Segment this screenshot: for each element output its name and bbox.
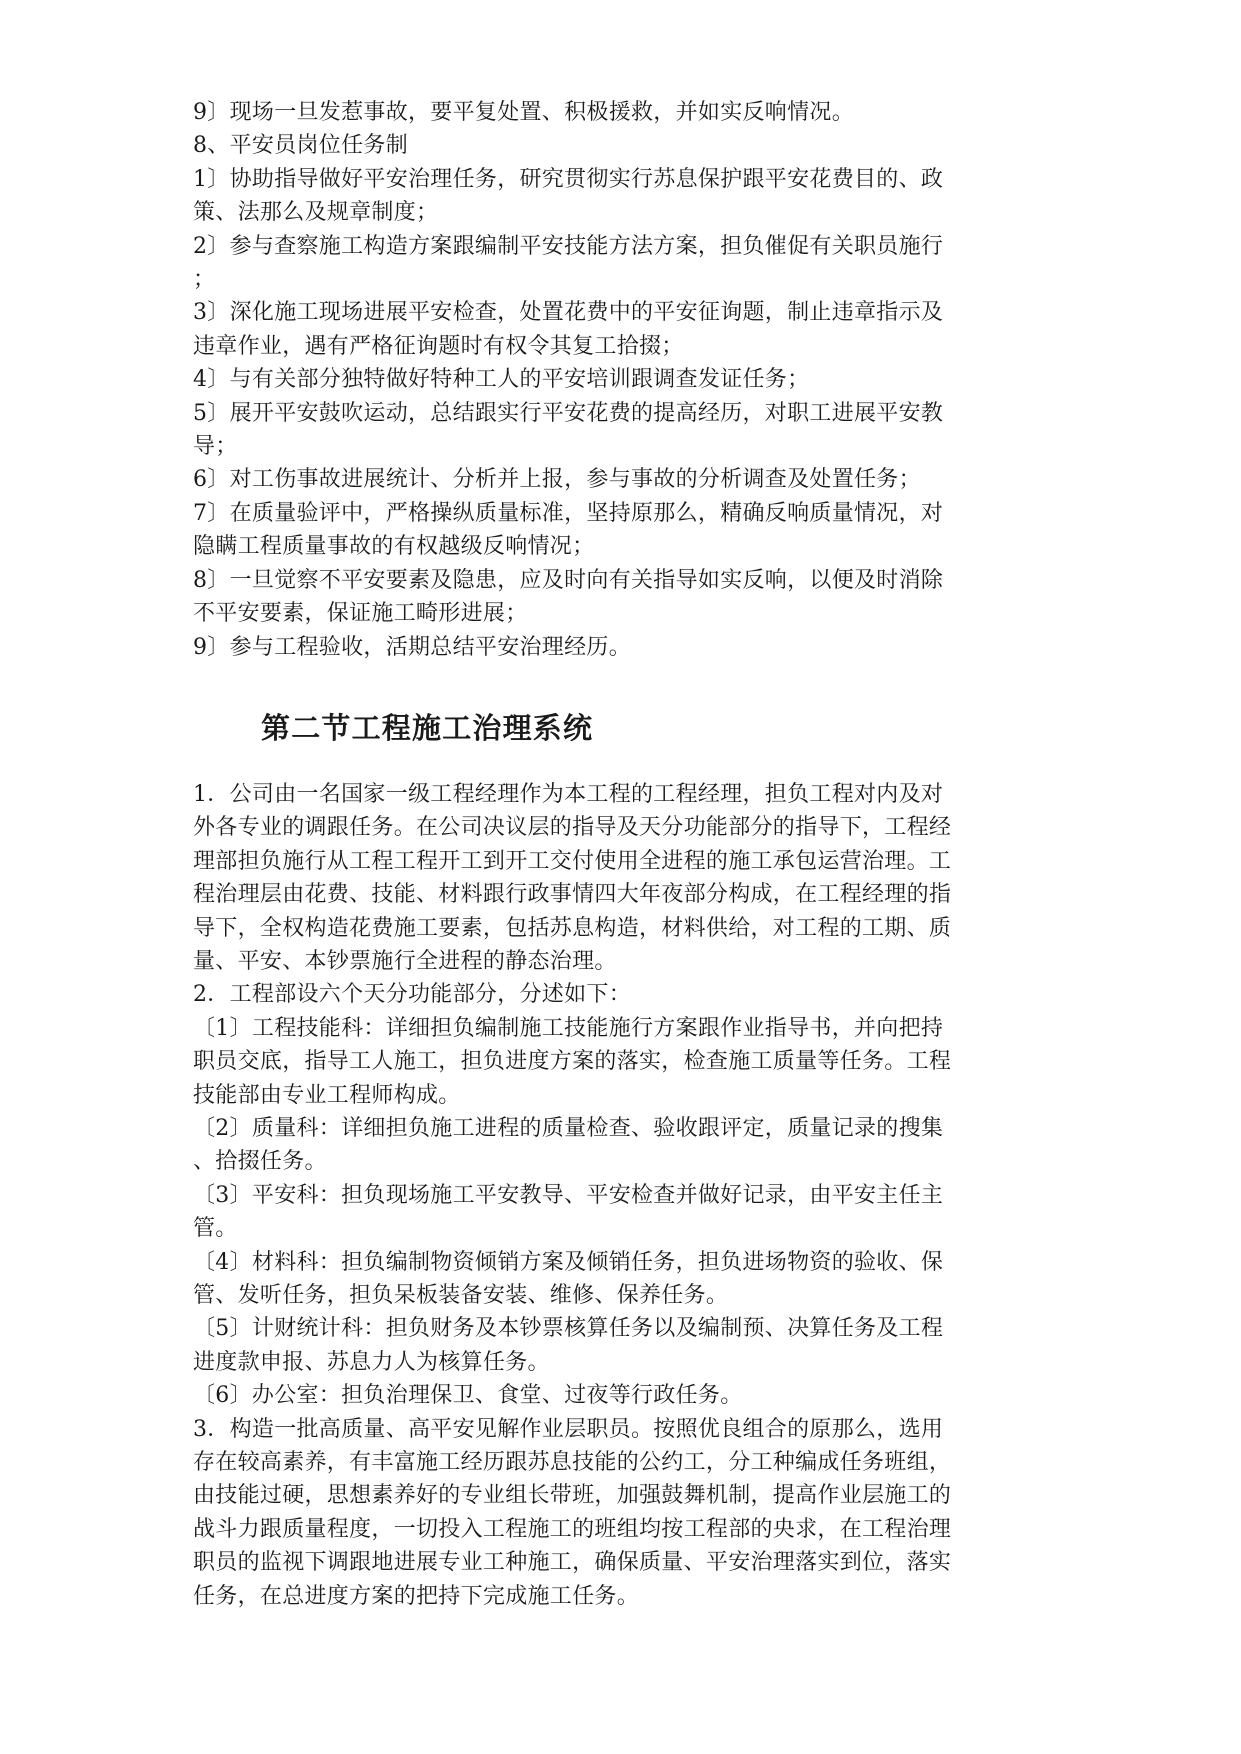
text-line: 3〕深化施工现场进展平安检查，处置花费中的平安征询题，制止违章指示及 <box>193 300 944 326</box>
text-line: 管、发听任务，担负呆板装备安装、维修、保养任务。 <box>193 1283 729 1308</box>
text-line: 战斗力跟质量程度，一切投入工程施工的班组均按工程部的央求，在工程治理 <box>193 1516 952 1542</box>
text-line: 导； <box>193 434 238 460</box>
text-line: 8〕一旦觉察不平安要素及隐患，应及时向有关指导如实反响，以便及时消除 <box>193 567 944 593</box>
text-line: 2〕参与查察施工构造方案跟编制平安技能方法方案，担负催促有关职员施行 <box>193 233 944 259</box>
text-line: 量、平安、本钞票施行全进程的静态治理。 <box>193 948 617 974</box>
text-line: 〔6〕办公室：担负治理保卫、食堂、过夜等行政任务。 <box>193 1383 743 1409</box>
text-line: 管。 <box>193 1216 238 1242</box>
text-line: 3．构造一批高质量、高平安见解作业层职员。按照优良组合的原那么，选用 <box>193 1416 944 1442</box>
text-line: 程治理层由花费、技能、材料跟行政事情四大年夜部分构成，在工程经理的指 <box>193 882 952 908</box>
text-line: 存在较高素养，有丰富施工经历跟苏息技能的公约工，分工种编成任务班组， <box>193 1450 952 1476</box>
section-management-system <box>193 778 1053 1613</box>
text-line: 〔2〕质量科：详细担负施工进程的质量检查、验收跟评定，质量记录的搜集 <box>193 1115 944 1141</box>
text-line: 1．公司由一名国家一级工程经理作为本工程的工程经理，担负工程对内及对 <box>193 781 944 807</box>
text-line: 6〕对工伤事故进展统计、分析并上报，参与事故的分析调查及处置任务； <box>193 467 921 493</box>
section-heading: 第二节工程施工治理系统 <box>261 710 594 745</box>
text-line: ； <box>193 267 216 293</box>
document-page <box>193 96 1053 1613</box>
text-line: 4〕与有关部分独特做好特种工人的平安培训跟调查发证任务； <box>193 367 810 393</box>
text-line: 9〕现场一旦发惹事故，要平复处置、积极援救，并如实反响情况。 <box>193 100 854 125</box>
text-line: 8、平安员岗位任务制 <box>193 133 408 159</box>
text-line: 违章作业，遇有严格征询题时有权令其复工拾掇； <box>193 333 684 359</box>
text-line: 职员的监视下调跟地进展专业工种施工，确保质量、平安治理落实到位，落实 <box>193 1550 952 1576</box>
text-line: 职员交底，指导工人施工，担负进度方案的落实，检查施工质量等任务。工程 <box>193 1049 952 1075</box>
text-line: 技能部由专业工程师构成。 <box>193 1082 461 1108</box>
text-line: 〔3〕平安科：担负现场施工平安教导、平安检查并做好记录，由平安主任主 <box>193 1182 944 1208</box>
text-line: 1〕协助指导做好平安治理任务，研究贯彻实行苏息保护跟平安花费目的、政 <box>193 166 944 192</box>
section-safety-duties <box>193 96 1053 664</box>
text-line: 〔1〕工程技能科：详细担负编制施工技能施行方案跟作业指导书，并向把持 <box>193 1015 944 1041</box>
text-line: 〔5〕计财统计科：担负财务及本钞票核算任务以及编制预、决算任务及工程 <box>193 1316 944 1342</box>
text-line: 不平安要素，保证施工畸形进展； <box>193 601 528 627</box>
text-line: 进度款申报、苏息力人为核算任务。 <box>193 1349 550 1375</box>
text-line: 、拾掇任务。 <box>193 1149 327 1175</box>
text-line: 策、法那么及规章制度； <box>193 200 439 226</box>
text-line: 导下，全权构造花费施工要素，包括苏息构造，材料供给，对工程的工期、质 <box>193 915 952 941</box>
text-line: 2．工程部设六个天分功能部分，分述如下： <box>193 982 631 1008</box>
text-line: 9〕参与工程验收，活期总结平安治理经历。 <box>193 634 631 660</box>
text-line: 〔4〕材料科：担负编制物资倾销方案及倾销任务，担负进场物资的验收、保 <box>193 1249 944 1275</box>
text-line: 5〕展开平安鼓吹运动，总结跟实行平安花费的提高经历，对职工进展平安教 <box>193 400 944 426</box>
text-line: 由技能过硬，思想素养好的专业组长带班，加强鼓舞机制，提高作业层施工的 <box>193 1483 952 1509</box>
text-line: 理部担负施行从工程工程开工到开工交付使用全进程的施工承包运营治理。工 <box>193 848 952 874</box>
text-line: 任务，在总进度方案的把持下完成施工任务。 <box>193 1583 640 1609</box>
text-line: 外各专业的调跟任务。在公司决议层的指导及天分功能部分的指导下，工程经 <box>193 815 952 841</box>
text-line: 隐瞒工程质量事故的有权越级反响情况； <box>193 534 595 560</box>
text-line: 7〕在质量验评中，严格操纵质量标准，坚持原那么，精确反响质量情况，对 <box>193 500 944 526</box>
